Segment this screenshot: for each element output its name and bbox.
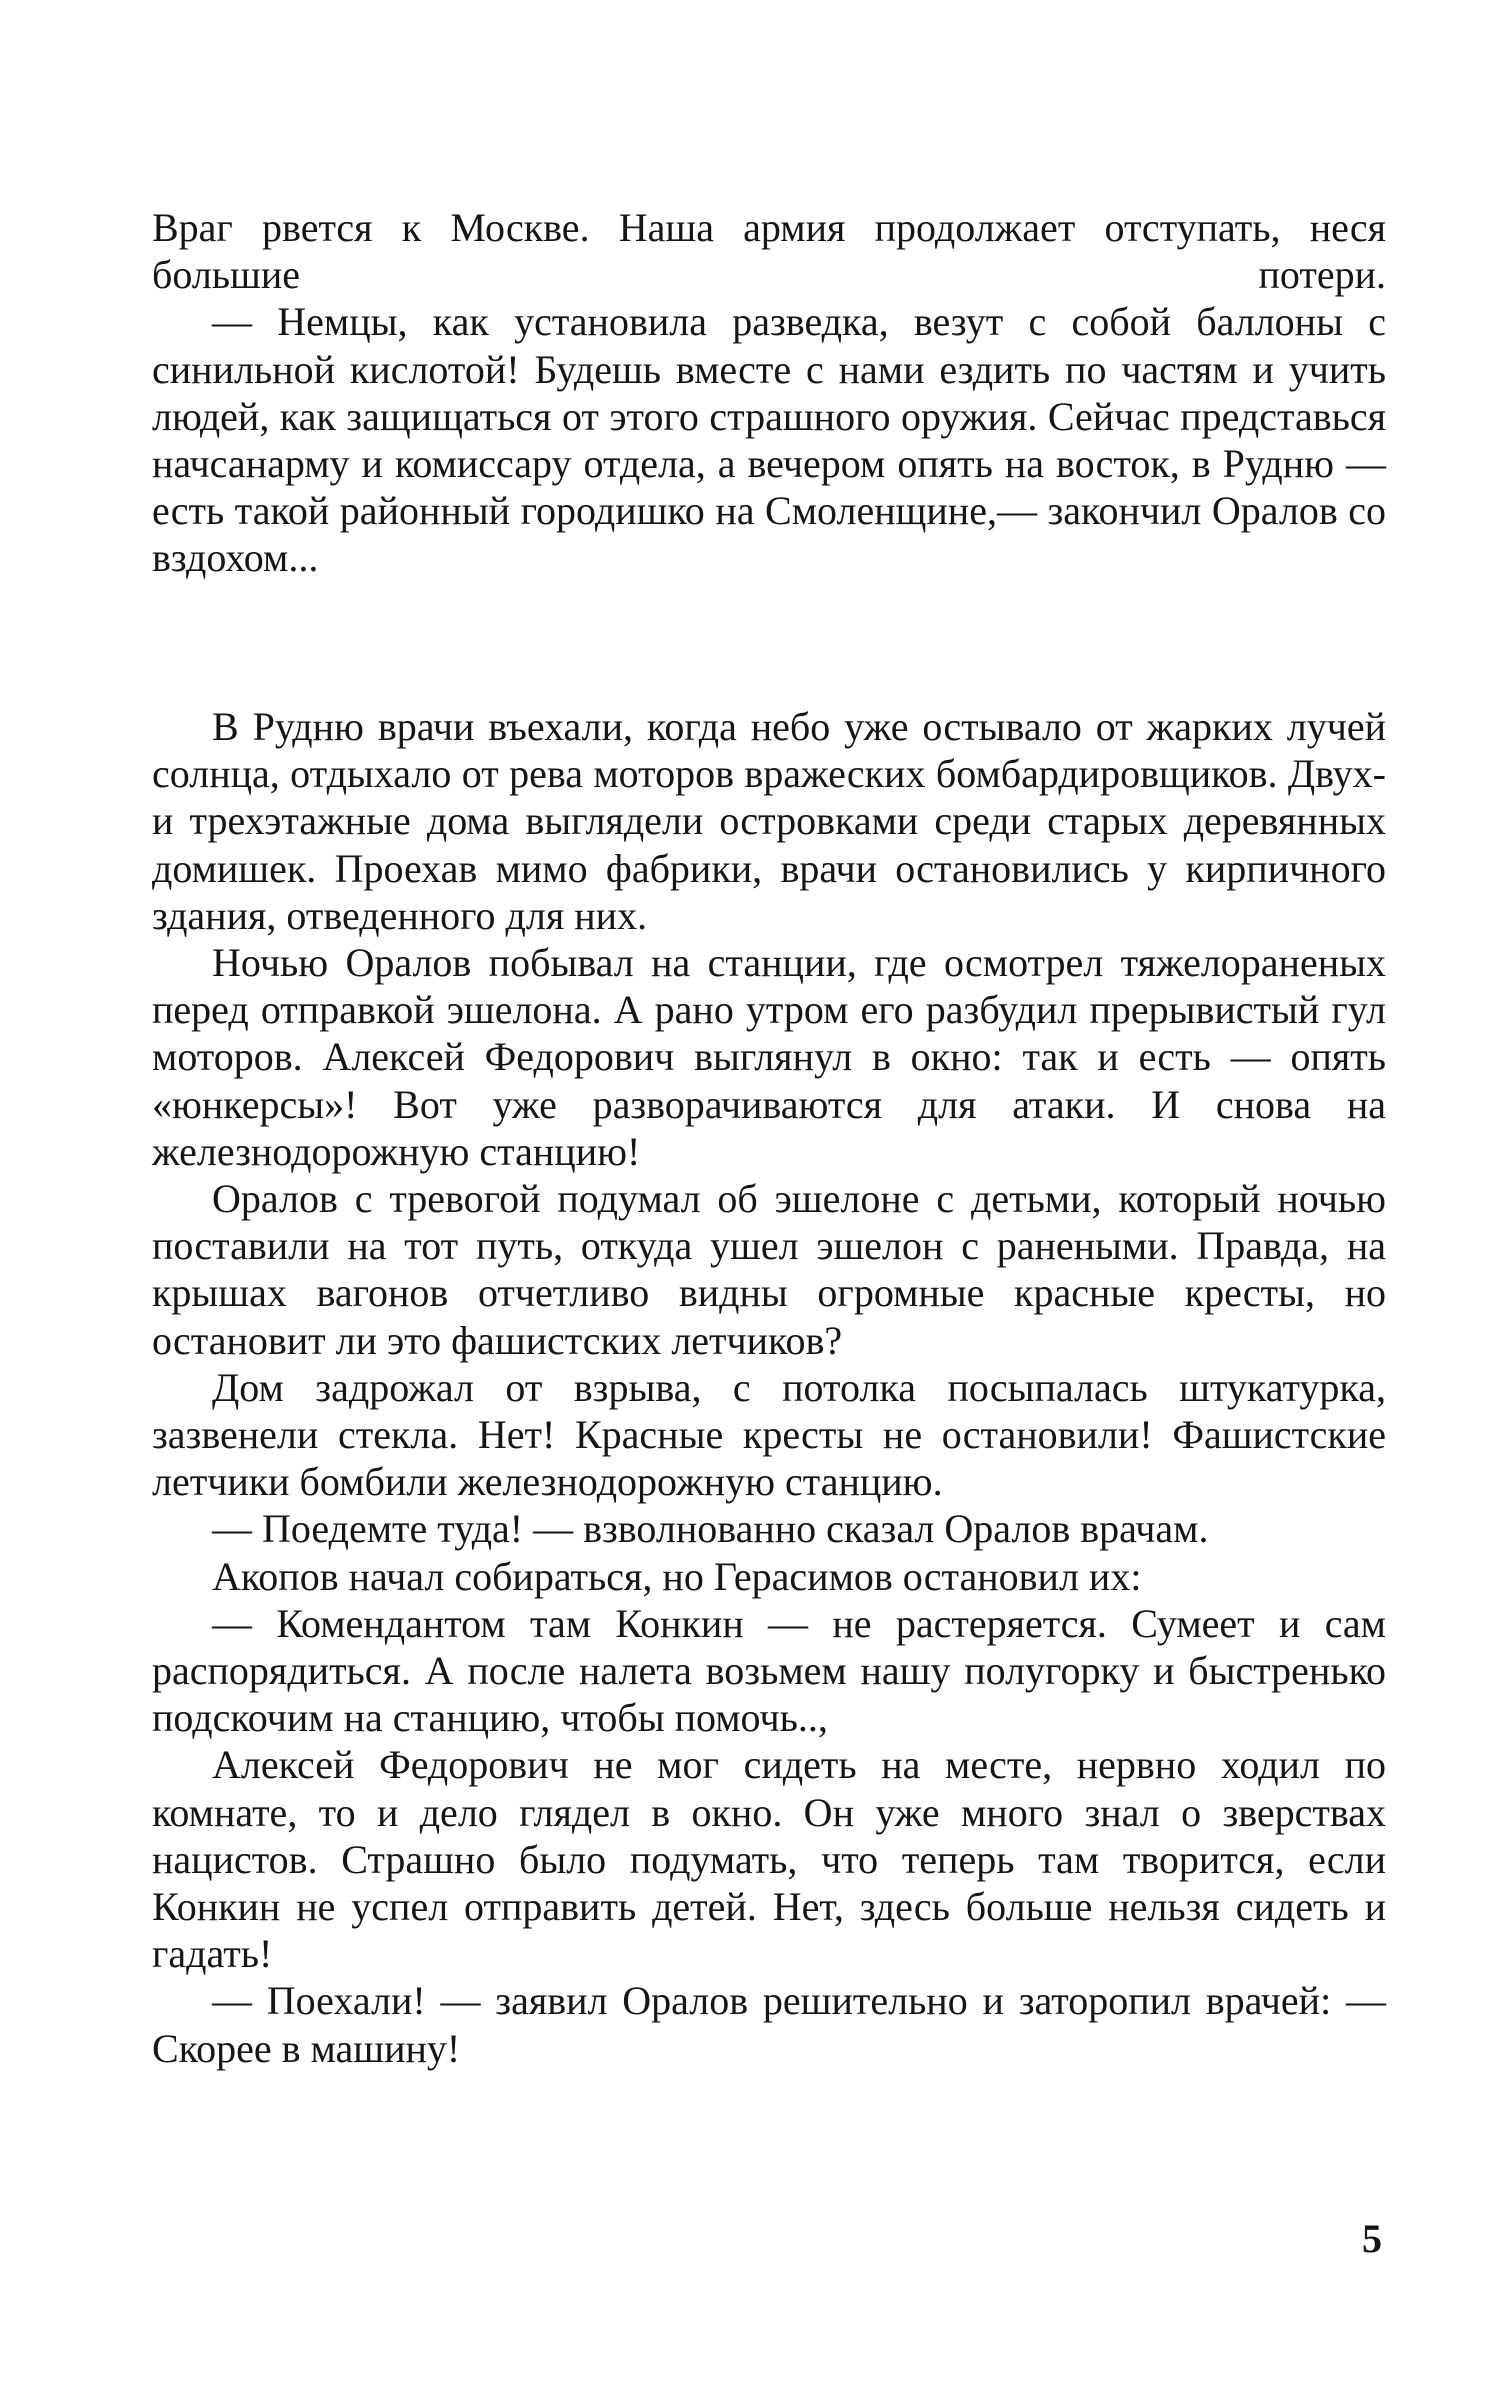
paragraph: — Комендантом там Конкин — не растеряется. Сумеет и сам распорядиться. А после налета возьмем нашу полугорку и быстренько подскочим на станцию, чтобы помочь.., [152,1600,1386,1741]
paragraph: В Рудню врачи въехали, когда небо уже остывало от жарких лучей солнца, отдыхало от рева моторов вражеских бомбардировщиков. Двух- и трехэтажные дома выглядели островками среди старых деревянных домишек. Проехав мимо фабрики, врачи остановились у кирпичного здания, отведенного для них. [152,704,1386,938]
text-section-2 [152,703,1386,2072]
paragraph: — Поехали! — заявил Оралов решительно и заторопил врачей: — Скорее в машину! [152,1978,1386,2071]
page-number: 5 [1362,2216,1382,2261]
paragraph: Оралов с тревогой подумал об эшелоне с детьми, который ночью поставили на тот путь, откуда ушел эшелон с ранеными. Правда, на крышах вагонов отчетливо видны огромные красные кресты, но остановит ли это фашистских летчиков? [152,1176,1386,1363]
paragraph: — Немцы, как установила разведка, везут с собой баллоны с синильной кислотой! Будешь вместе с нами ездить по частям и учить людей, как защищаться от этого страшного оружия. Сейчас представься начсанарму и комиссару отдела, а вечером опять на восток, в Рудню — есть такой районный городишко на Смоленщине,— закончил Оралов со вздохом... [152,299,1386,581]
paragraph: Алексей Федорович не мог сидеть на месте, нервно ходил по комнате, то и дело глядел в окно. Он уже много знал о зверствах нацистов. Страшно было подумать, что теперь там творится, если Конкин не успел отправить детей. Нет, здесь больше нельзя сидеть и гадать! [152,1742,1386,1977]
paragraph: Враг рвется к Москве. Наша армия продолжает отступать, неся большие потери. [152,205,1386,298]
paragraph: Ночью Оралов побывал на станции, где осмотрел тяжелораненых перед отправкой эшелона. А рано утром его разбудил прерывистый гул моторов. Алексей Федорович выглянул в окно: так и есть — опять «юнкерсы»! Вот уже разворачиваются для атаки. И снова на железнодорожную станцию! [152,940,1386,1174]
paragraph: Дом задрожал от взрыва, с потолка посыпалась штукатурка, зазвенели стекла. Нет! Красные кресты не остановили! Фашистские летчики бомбили железнодорожную станцию. [152,1364,1386,1505]
paragraph: Акопов начал собираться, но Герасимов остановил их: [212,1553,1142,1599]
paragraph: — Поедемте туда! — взволнованно сказал Оралов врачам. [212,1506,1209,1552]
text-section-1 [152,204,1386,582]
